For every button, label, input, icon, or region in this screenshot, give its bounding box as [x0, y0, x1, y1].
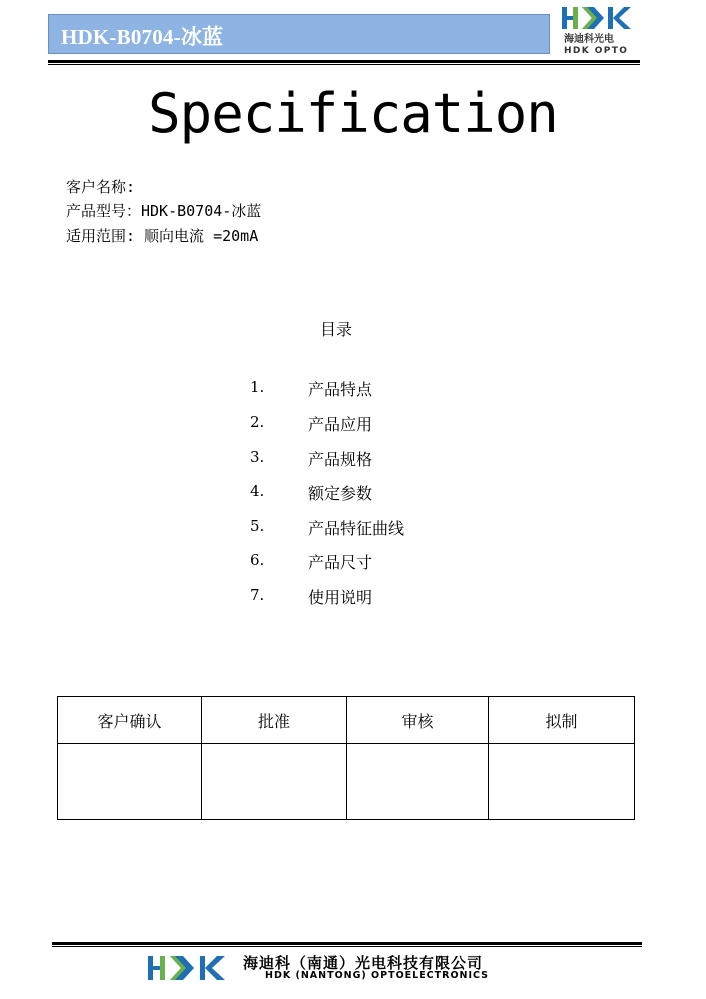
toc-item-label: 产品规格: [308, 450, 373, 469]
header-title-bar: [48, 14, 550, 54]
toc-item-label: 额定参数: [308, 484, 373, 503]
toc-item-number: 4.: [250, 482, 265, 500]
approval-header-review: 审核: [347, 697, 489, 744]
footer-company-name-cn: 海迪科（南通）光电科技有限公司: [243, 954, 484, 972]
footer-divider-thin: [52, 946, 642, 947]
approval-header-draft: 拟制: [489, 697, 635, 744]
toc-item-number: 6.: [250, 551, 265, 569]
header-title: HDK-B0704-冰蓝: [61, 25, 224, 49]
approval-signature-cell[interactable]: [58, 744, 202, 820]
document-title: Specification: [148, 82, 558, 145]
customer-name-label: 客户名称:: [66, 178, 136, 196]
header-divider: [48, 60, 640, 63]
footer-logo-mark-icon: [146, 953, 238, 983]
logo-text-cn: 海迪科光电: [564, 34, 614, 45]
header-divider-thin: [48, 64, 640, 65]
footer-divider: [52, 942, 642, 945]
toc-item-label: 使用说明: [308, 588, 373, 607]
approval-signature-cell[interactable]: [347, 744, 489, 820]
approval-header-approve: 批准: [202, 697, 347, 744]
hdk-logo-mark-icon: [560, 4, 642, 34]
approval-signature-cell[interactable]: [489, 744, 635, 820]
application-range: 适用范围: 顺向电流 =20mA: [66, 227, 259, 245]
approval-table: [57, 696, 635, 820]
toc-item-label: 产品应用: [308, 415, 373, 434]
approval-signature-cell[interactable]: [202, 744, 347, 820]
logo-text-en: HDK OPTO: [564, 46, 629, 56]
approval-signature-row: [58, 744, 635, 820]
approval-header-row: [58, 697, 635, 744]
toc-item-number: 7.: [250, 586, 265, 604]
toc-item-number: 3.: [250, 448, 265, 466]
footer-company-name-en: HDK (NANTONG) OPTOELECTRONICS: [265, 970, 490, 981]
toc-item-number: 1.: [250, 378, 265, 396]
toc-heading: 目录: [319, 320, 352, 339]
toc-item-label: 产品尺寸: [308, 553, 373, 572]
hdk-logo-icon: [560, 4, 642, 58]
toc-item-number: 2.: [250, 413, 265, 431]
approval-header-customer: 客户确认: [58, 697, 202, 744]
product-model: 产品型号：HDK-B0704-冰蓝: [66, 202, 262, 220]
toc-item-number: 5.: [250, 517, 265, 535]
footer-hdk-logo-icon: [146, 953, 238, 983]
toc-item-label: 产品特点: [308, 380, 373, 399]
toc-item-label: 产品特征曲线: [308, 519, 405, 538]
